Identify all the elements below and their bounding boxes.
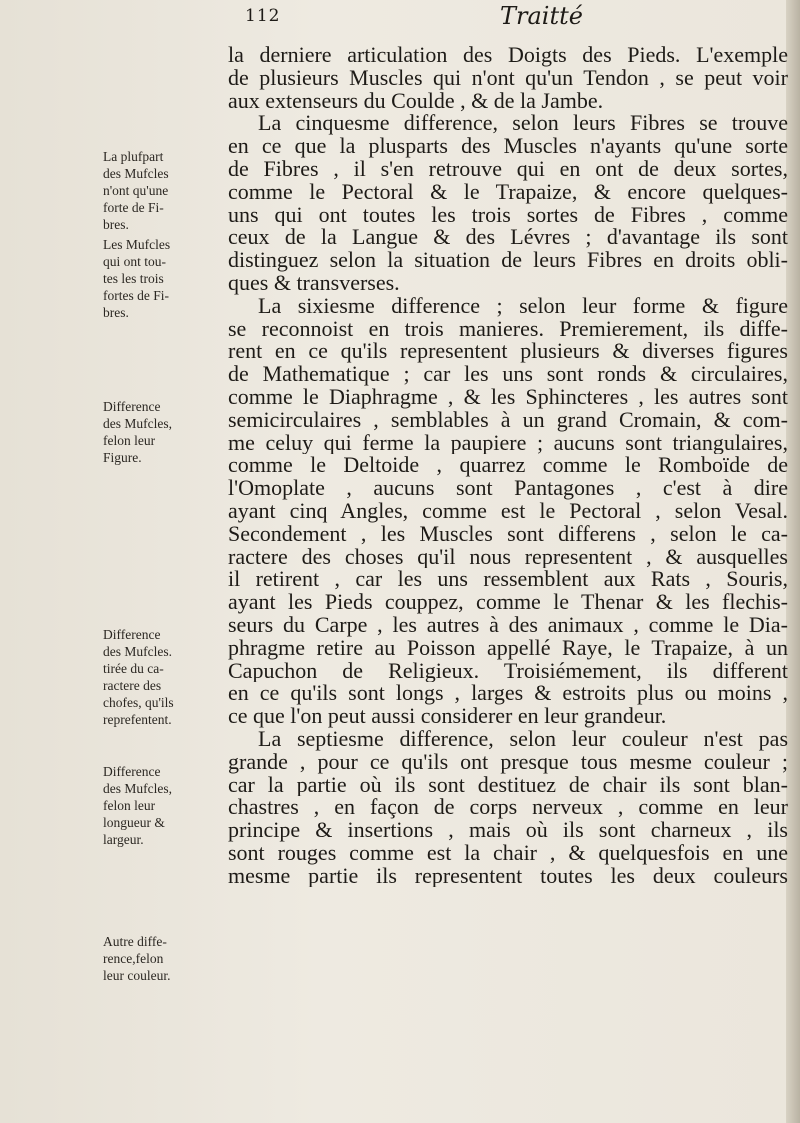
text-line: uns qui ont toutes les trois sortes de Fibres , comme xyxy=(228,203,788,227)
text-line: grande , pour ce qu'ils ont presque tous mesme couleur ; xyxy=(228,750,788,774)
margin-note-line: reprefentent. xyxy=(103,712,172,727)
margin-note-line: longueur & xyxy=(103,815,165,830)
text-line: principe & insertions , mais où ils sont charneux , ils xyxy=(228,819,788,842)
text-line: la derniere articulation des Doigts des Pieds. L'exemple xyxy=(228,44,788,67)
text-line: seurs du Carpe , les autres à des animaux , comme le Dia- xyxy=(228,613,788,637)
margin-note-line: La plufpart xyxy=(103,149,164,164)
margin-note-line: forte de Fi- xyxy=(103,200,164,215)
margin-note-line: n'ont qu'une xyxy=(103,183,169,198)
margin-note xyxy=(103,148,215,233)
margin-note-line: Figure. xyxy=(103,450,142,465)
margin-note-line: largeur. xyxy=(103,832,144,847)
margin-note-line: fortes de Fi- xyxy=(103,288,169,303)
text-line: en ce qu'ils sont longs , larges & estroits plus ou moins , xyxy=(228,682,788,706)
running-title: Traitté xyxy=(500,2,583,30)
margin-note-line: felon leur xyxy=(103,798,156,813)
margin-note xyxy=(103,626,215,728)
margin-note-line: tes les trois xyxy=(103,271,164,286)
margin-note-line: des Mufcles. xyxy=(103,644,172,659)
margin-note-line: des Mufcles, xyxy=(103,416,172,431)
text-line: aux extenseurs du Coulde , & de la Jambe. xyxy=(228,89,604,113)
text-line: de Fibres , il s'en retrouve qui en ont de deux sortes, xyxy=(228,157,788,181)
page-number: 112 xyxy=(245,6,281,26)
margin-note-line: ractere des xyxy=(103,678,162,693)
margin-note xyxy=(103,933,215,984)
text-line: chastres , en façon de corps nerveux , comme en leur xyxy=(228,796,788,820)
text-line: en ce que la plusparts des Muscles n'ayants qu'une sorte xyxy=(228,135,788,158)
text-line: rent en ce qu'ils representent plusieurs & diverses figures xyxy=(228,340,788,364)
page-edge xyxy=(786,0,800,1123)
text-line: comme le Pectoral & le Trapaize, & encore quelques- xyxy=(228,180,788,204)
margin-note-line: Difference xyxy=(103,627,161,642)
margin-note-line: Difference xyxy=(103,399,161,414)
margin-note xyxy=(103,236,215,321)
text-line: ce que l'on peut aussi considerer en leur grandeur. xyxy=(228,705,667,728)
margin-note xyxy=(103,763,215,848)
text-line: de Mathematique ; car les uns sont ronds & circulaires, xyxy=(228,363,788,386)
text-line: La sixiesme difference ; selon leur forme & figure xyxy=(258,294,788,318)
page-header xyxy=(245,2,765,32)
text-line: Capuchon de Religieux. Troisiémement, ils different xyxy=(228,659,788,683)
text-line: comme le Deltoide , quarrez comme le Romboïde de xyxy=(228,454,788,478)
margin-note-line: qui ont tou- xyxy=(103,254,166,269)
text-line: l'Omoplate , aucuns sont Pantagones , c'est à dire xyxy=(228,477,788,500)
text-line: semicirculaires , semblables à un grand Cromain, & com- xyxy=(228,408,788,432)
text-line: phragme retire au Poisson appellé Raye, le Trapaize, à un xyxy=(228,636,788,660)
margin-note-line: rence,felon xyxy=(103,951,164,966)
text-line: comme le Diaphragme , & les Sphincteres , les autres sont xyxy=(228,385,788,409)
margin-note-line: bres. xyxy=(103,305,129,320)
text-line: La cinquesme difference, selon leurs Fibres se trouve xyxy=(258,112,788,136)
text-line: Secondement , les Muscles sont differens , selon le ca- xyxy=(228,522,788,546)
margin-note-line: bres. xyxy=(103,217,129,232)
text-line: ractere des choses qu'il nous representent , & ausquelles xyxy=(228,545,788,569)
text-line: La septiesme difference, selon leur couleur n'est pas xyxy=(258,727,788,751)
margin-note-line: Autre diffe- xyxy=(103,934,167,949)
margin-note-line: tirée du ca- xyxy=(103,661,164,676)
margin-note xyxy=(103,398,215,466)
text-line: distinguez selon la situation de leurs Fibres en droits obli- xyxy=(228,249,788,272)
text-line: ceux de la Langue & des Lévres ; d'avantage ils sont xyxy=(228,226,788,250)
text-line: sont rouges comme est la chair , & quelquesfois en une xyxy=(228,841,788,865)
text-line: mesme partie ils representent toutes les deux couleurs xyxy=(228,864,788,888)
text-line: ayant les Pieds couppez, comme le Thenar & les flechis- xyxy=(228,591,788,614)
text-line: se reconnoist en trois manieres. Premierement, ils diffe- xyxy=(228,317,788,341)
text-line: de plusieurs Muscles qui n'ont qu'un Tendon , se peut voir xyxy=(228,66,788,90)
main-text xyxy=(228,44,788,887)
text-line: me celuy qui ferme la paupiere ; aucuns sont triangulaires, xyxy=(228,431,788,455)
text-line: ques & transverses. xyxy=(228,271,400,295)
text-line: car la partie où ils sont destituez de chair ils sont blan- xyxy=(228,773,788,797)
text-line: il retirent , car les uns ressemblent aux Rats , Souris, xyxy=(228,568,788,592)
text-line: ayant cinq Angles, comme est le Pectoral , selon Vesal. xyxy=(228,499,788,523)
margin-note-line: felon leur xyxy=(103,433,156,448)
margin-note-line: chofes, qu'ils xyxy=(103,695,174,710)
margin-note-line: des Mufcles, xyxy=(103,781,172,796)
margin-note-line: Les Mufcles xyxy=(103,237,171,252)
margin-note-line: leur couleur. xyxy=(103,968,171,983)
margin-note-line: Difference xyxy=(103,764,161,779)
margin-note-line: des Mufcles xyxy=(103,166,169,181)
